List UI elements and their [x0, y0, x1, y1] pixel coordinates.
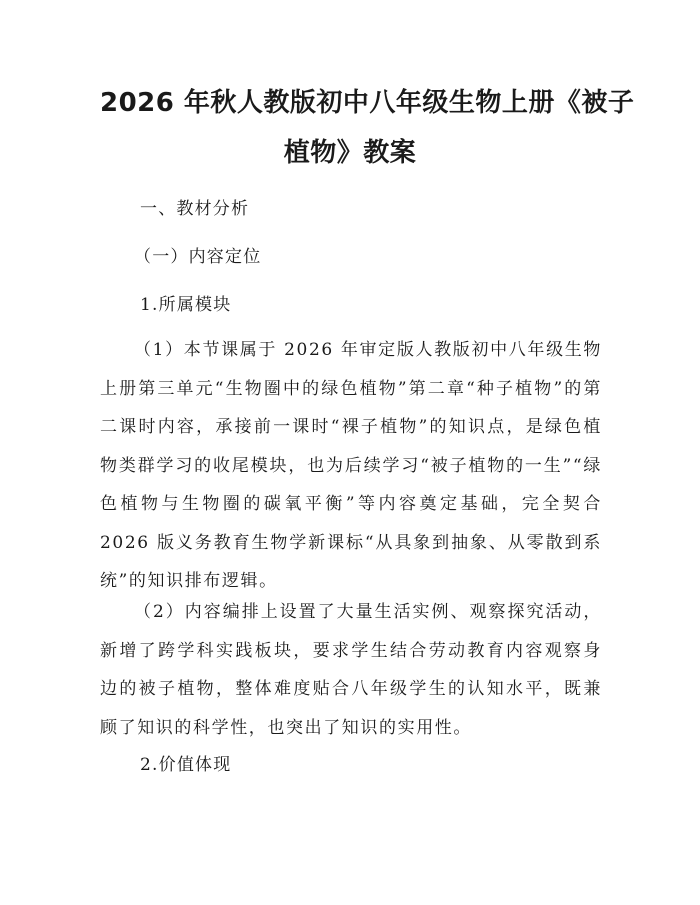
section-heading-textbook-analysis: 一、教材分析 [140, 199, 250, 219]
document-title-line-1: 2026 年秋人教版初中八年级生物上册《被子 [100, 88, 635, 118]
item-heading-value: 2.价值体现 [140, 755, 232, 775]
paragraph-content-arrangement: （2）内容编排上设置了大量生活实例、观察探究活动，新增了跨学科实践板块，要求学生结合劳动教育内容观察身边的被子植物，整体难度贴合八年级学生的认知水平，既兼顾了知识的科学性，也突出了知识的实用性。 [100, 602, 602, 738]
document-title-line-2: 植物》教案 [283, 138, 417, 168]
paragraph-module-description: （1）本节课属于 2026 年审定版人教版初中八年级生物上册第三单元“生物圈中的绿色植物”第二章“种子植物”的第二课时内容，承接前一课时“裸子植物”的知识点，是绿色植物类群学习的收尾模块，也为后续学习“被子植物的一生”“绿色植物与生物圈的碳氧平衡”等内容奠定基础，完全契合 2026 版义务教育生物学新课标“从具象到抽象、从零散到系统”的知识排布逻辑。 [100, 340, 602, 591]
item-heading-module: 1.所属模块 [140, 295, 232, 315]
subsection-heading-content-positioning: （一）内容定位 [134, 247, 262, 267]
